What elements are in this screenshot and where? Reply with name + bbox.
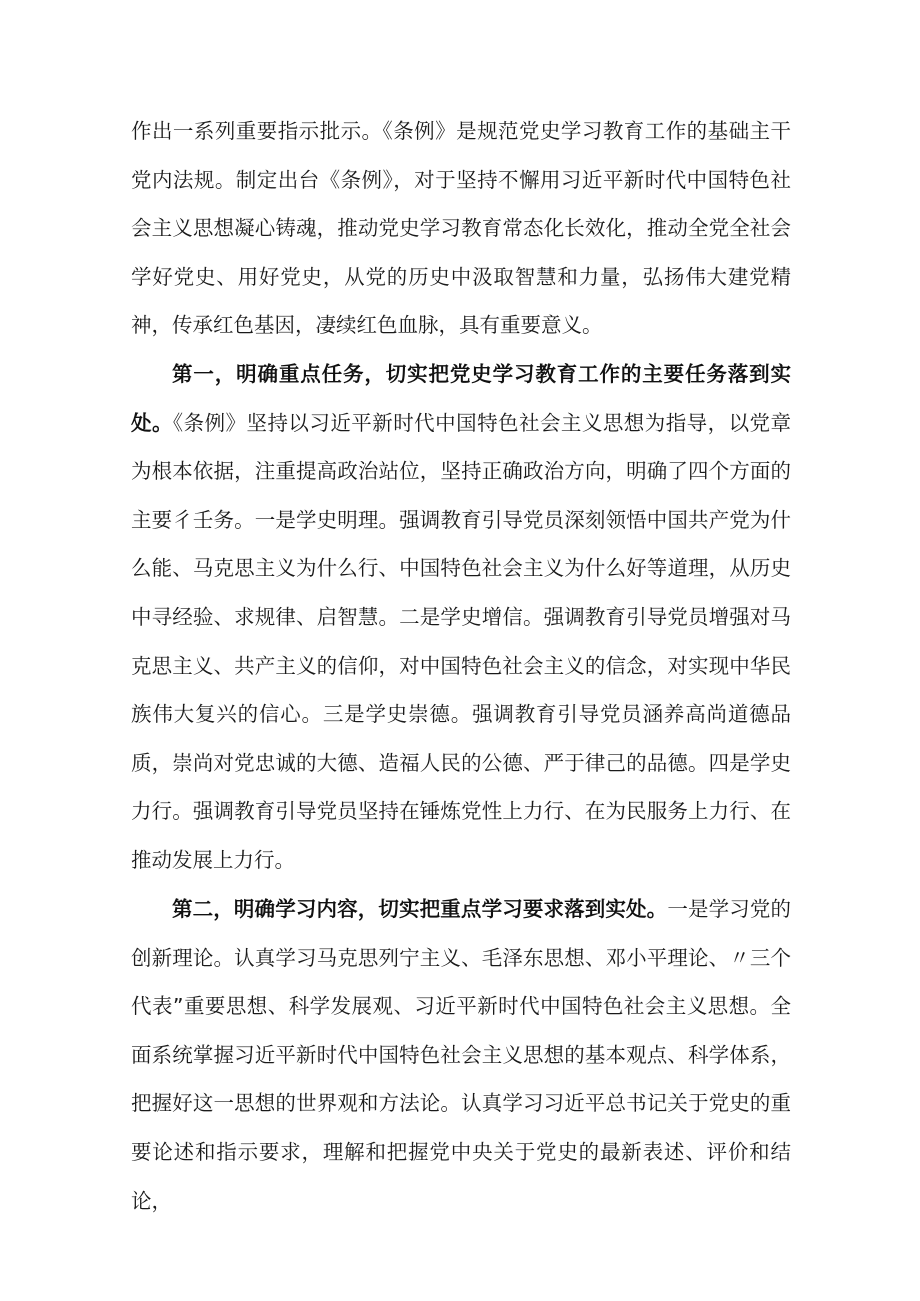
paragraph-2: [131, 350, 791, 885]
paragraph-3-heading: 第二，明确学习内容，切实把重点学习要求落到实处。: [172, 897, 668, 921]
paragraph-3-body: 一是学习党的创新理论。认真学习马克思列宁主义、毛泽东思想、邓小平理论、〃三个代表”重要思想、科学发展观、习近平新时代中国特色社会主义思想。全面系统掌握习近平新时代中国特色社会主义思想的基本观点、科学体系，把握好这一思想的世界观和方法论。认真学习习近平总书记关于党史的重要论述和指示要求，理解和把握党中央关于党史的最新表述、评价和结论，: [131, 897, 792, 1213]
paragraph-3: [131, 885, 791, 1225]
paragraph-1: [131, 107, 791, 350]
paragraph-2-heading: 第一，明确重点任务，切实把党史学习教育工作的主要任务落到实处。: [131, 362, 791, 435]
paragraph-2-content: [131, 350, 791, 885]
paragraph-2-body: 《条例》坚持以习近平新时代中国特色社会主义思想为指导，以党章为根本依据，注重提高政治站位，坚持正确政治方向，明确了四个方面的主要彳壬务。一是学史明理。强调教育引导党员深刻领悟中国共产党为什么能、马克思主义为什么行、中国特色社会主义为什么好等道理，从历史中寻经验、求规律、启智慧。二是学史增信。强调教育引导党员增强对马克思主义、共产主义的信仰，对中国特色社会主义的信念，对实现中华民族伟大复兴的信心。三是学史崇德。强调教育引导党员涵养高尚道德品质，崇尚对党忠诚的大德、造福人民的公德、严于律己的品德。四是学史力行。强调教育引导党员坚持在锤炼党性上力行、在为民服务上力行、在推动发展上力行。: [131, 410, 792, 872]
paragraph-3-content: [131, 885, 791, 1225]
paragraph-1-text: 作出一系列重要指示批示。《条例》是规范党史学习教育工作的基础主干党内法规。制定出台《条例》，对于坚持不懈用习近平新时代中国特色社会主义思想凝心铸魂，推动党史学习教育常态化长效化，推动全党全社会学好党史、用好党史，从党的历史中汲取智慧和力量，弘扬伟大建党精神，传承红色基因，凄续红色血脉，具有重要意义。: [131, 119, 791, 338]
